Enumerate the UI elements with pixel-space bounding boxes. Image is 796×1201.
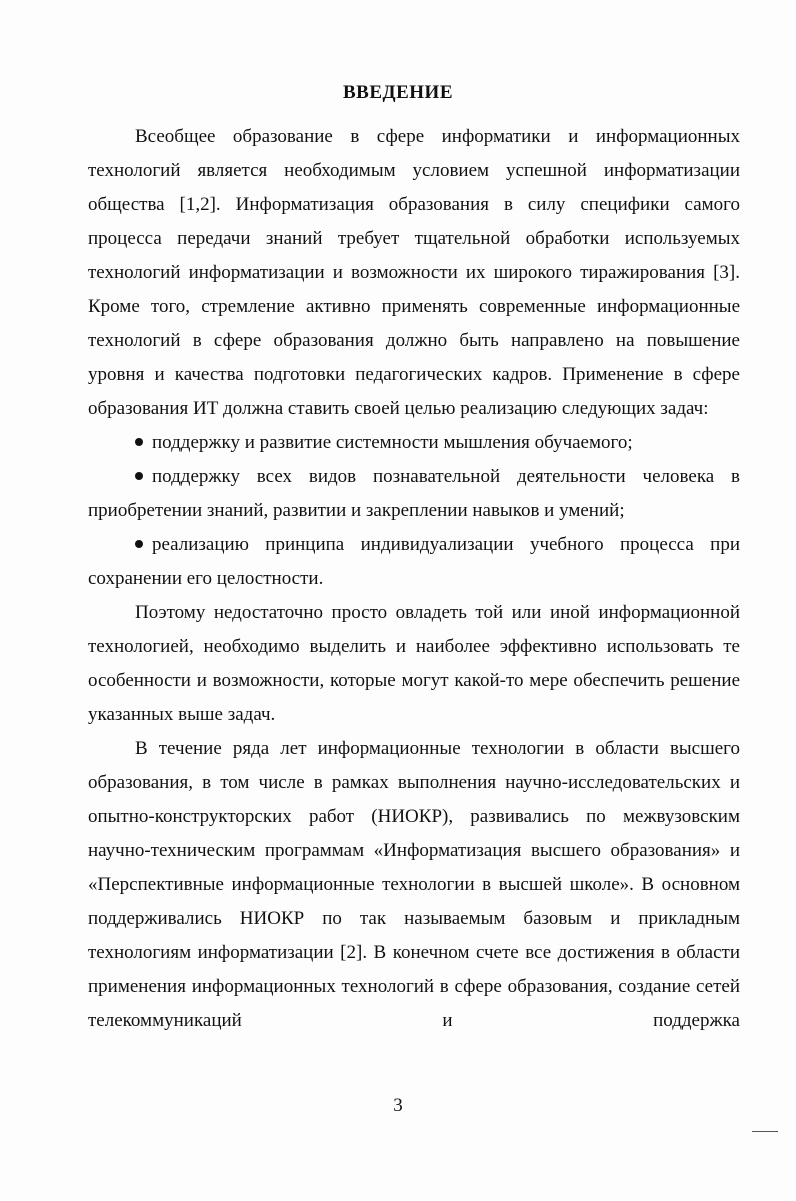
page-number: 3: [393, 1095, 403, 1116]
bullet-item-2: [88, 460, 740, 528]
bullet-icon: [135, 472, 143, 480]
bullet-icon: [135, 438, 143, 446]
bullet-text: поддержку и развитие системности мышления обучаемого;: [152, 432, 633, 453]
section-title: ВВЕДЕНИЕ: [343, 82, 453, 103]
bullet-icon: [135, 540, 143, 548]
bullet-item-1: [88, 426, 740, 460]
paragraph-intro: Всеобщее образование в сфере информатики и информационных технологий является необходимым условием успешной информатизации общества [1,2]. Информатизация образования в силу специфики самого процесса передачи знаний требует тщательной обработки используемых технологий информатизации и возможности их широкого тиражирования [3]. Кроме того, стремление активно применять современные информационные технологий в сфере образования должно быть направлено на повышение уровня и качества подготовки педагогических кадров. Применение в сфере образования ИТ должна ставить своей целью реализацию следующих задач:: [88, 126, 740, 419]
body-text: [88, 120, 740, 1038]
scan-mark: [752, 1131, 778, 1132]
bullet-text: поддержку всех видов познавательной деятельности человека в приобретении знаний, развитии и закреплении навыков и умений;: [88, 466, 740, 521]
paragraph-therefore: Поэтому недостаточно просто овладеть той или иной информационной технологией, необходимо выделить и наиболее эффективно использовать те особенности и возможности, которые могут какой-то мере обеспечить решение указанных выше задач.: [88, 602, 740, 725]
paragraph-history: В течение ряда лет информационные технологии в области высшего образования, в том числе в рамках выполнения научно-исследовательских и опытно-конструкторских работ (НИОКР), развивались по межвузовским научно-техническим программам «Информатизация высшего образования» и «Перспективные информационные технологии в высшей школе». В основном поддерживались НИОКР по так называемым базовым и прикладным технологиям информатизации [2]. В конечном счете все достижения в области применения информационных технологий в сфере образования, создание сетей телекоммуникаций и поддержка: [88, 738, 740, 1031]
bullet-item-3: [88, 528, 740, 596]
bullet-text: реализацию принципа индивидуализации учебного процесса при сохранении его целостности.: [88, 534, 740, 589]
